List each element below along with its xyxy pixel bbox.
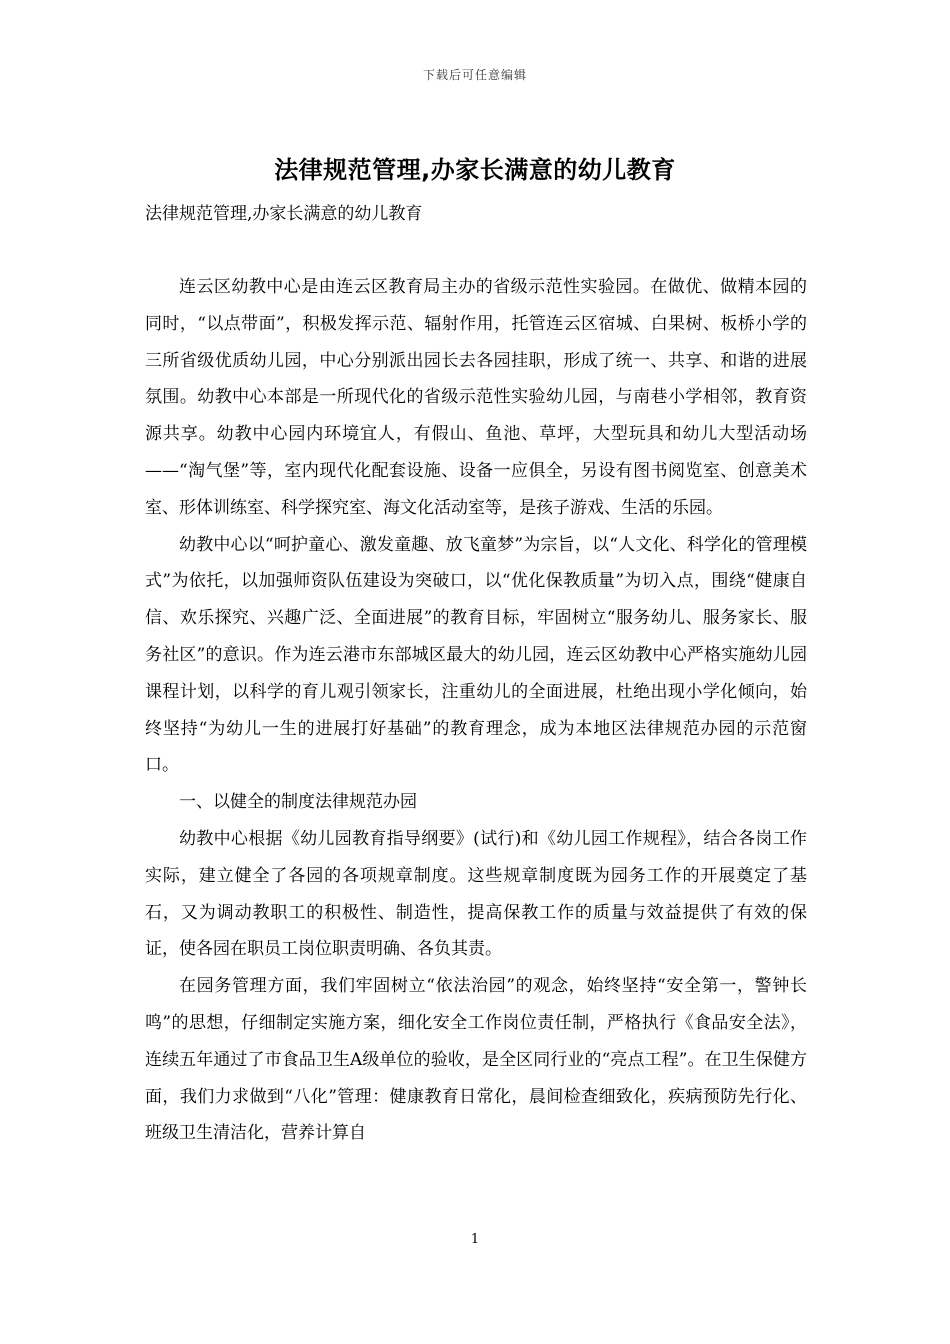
page-header: 下载后可任意编辑	[422, 68, 527, 82]
document-body	[145, 269, 807, 1152]
paragraph: 幼教中心根据《幼儿园教育指导纲要》(试行)和《幼儿园工作规程》，结合各岗工作实际，建立健全了各园的各项规章制度。这些规章制度既为园务工作的开展奠定了基石，又为调动教职工的积极性、制造性，提高保教工作的质量与效益提供了有效的保证，使各园在职员工岗位职责明确、各负其责。	[145, 828, 807, 960]
paragraph: 连云区幼教中心是由连云区教育局主办的省级示范性实验园。在做优、做精本园的同时，“以点带面”，积极发挥示范、辐射作用，托管连云区宿城、白果树、板桥小学的三所省级优质幼儿园，中心分别派出园长去各园挂职，形成了统一、共享、和谐的进展氛围。幼教中心本部是一所现代化的省级示范性实验幼儿园，与南巷小学相邻，教育资源共享。幼教中心园内环境宜人，有假山、鱼池、草坪，大型玩具和幼儿大型活动场——“淘气堡”等，室内现代化配套设施、设备一应俱全，另设有图书阅览室、创意美术室、形体训练室、科学探究室、海文化活动室等，是孩子游戏、生活的乐园。	[145, 277, 807, 518]
paragraph: 在园务管理方面，我们牢固树立“依法治园”的观念，始终坚持“安全第一，警钟长鸣”的思想，仔细制定实施方案，细化安全工作岗位责任制，严格执行《食品安全法》，连续五年通过了市食品卫生A级单位的验收，是全区同行业的“亮点工程”。在卫生保健方面，我们力求做到“八化”管理：健康教育日常化，晨间检查细致化，疾病预防先行化、班级卫生清洁化，营养计算自	[145, 976, 807, 1144]
section-heading: 一、以健全的制度法律规范办园	[179, 792, 417, 813]
document-title: 法律规范管理,办家长满意的幼儿教育	[274, 156, 676, 184]
document-subtitle: 法律规范管理,办家长满意的幼儿教育	[145, 204, 423, 224]
page-number: 1	[470, 1232, 480, 1247]
paragraph: 幼教中心以“呵护童心、激发童趣、放飞童梦”为宗旨，以“人文化、科学化的管理模式”为依托，以加强师资队伍建设为突破口，以“优化保教质量”为切入点，围绕“健康自信、欢乐探究、兴趣广泛、全面进展”的教育目标，牢固树立“服务幼儿、服务家长、服务社区”的意识。作为连云港市东部城区最大的幼儿园，连云区幼教中心严格实施幼儿园课程计划，以科学的育儿观引领家长，注重幼儿的全面进展，杜绝出现小学化倾向，始终坚持“为幼儿一生的进展打好基础”的教育理念，成为本地区法律规范办园的示范窗口。	[145, 534, 807, 776]
